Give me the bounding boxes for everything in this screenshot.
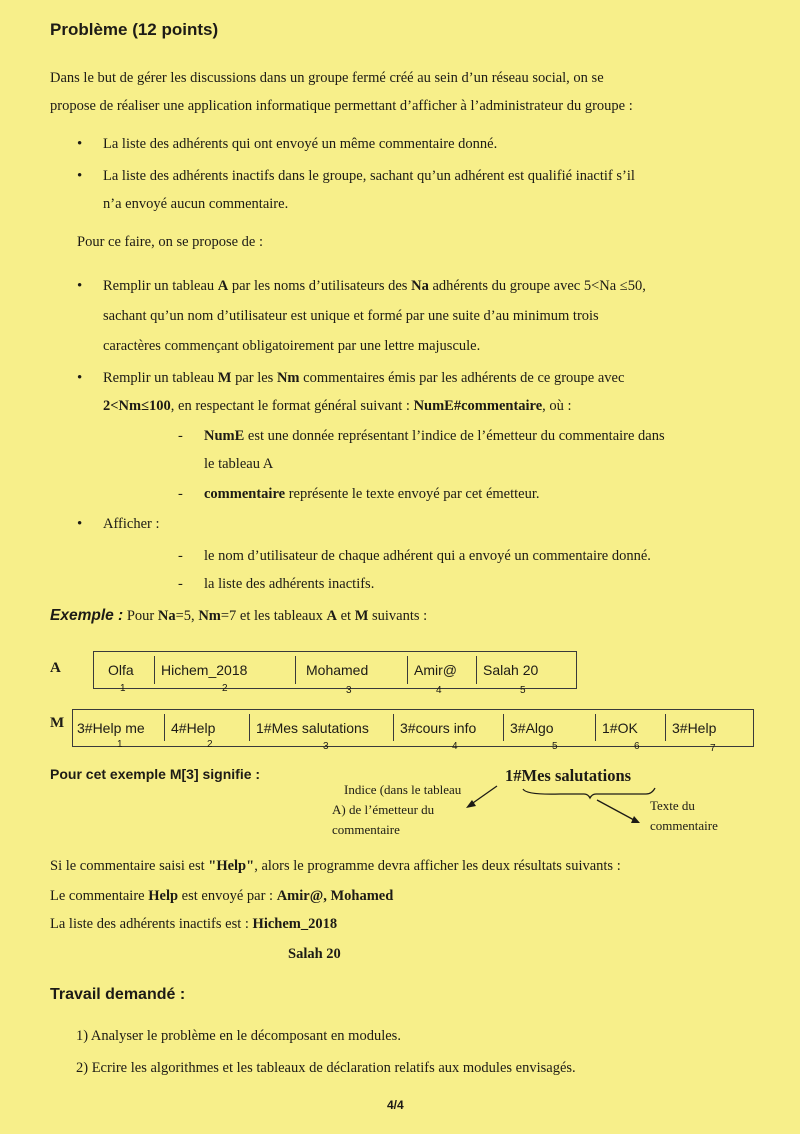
array-m-cell: 4#Help xyxy=(165,714,250,741)
array-m-cell: 3#Help me xyxy=(73,714,165,741)
array-a-index: 2 xyxy=(222,683,228,694)
array-m-index: 4 xyxy=(452,741,458,752)
page-number: 4/4 xyxy=(387,1098,404,1112)
meaning-label: Pour cet exemple M[3] signifie : xyxy=(50,766,261,782)
array-m-index: 7 xyxy=(710,743,716,754)
step-fill-a-line3: caractères commençant obligatoirement par une lettre majuscule. xyxy=(103,338,481,354)
annotation-index-line3: commentaire xyxy=(332,822,400,837)
array-m-cell: 1#Mes salutations xyxy=(250,714,394,741)
array-m-cell: 3#Help xyxy=(672,719,717,736)
array-a-index: 1 xyxy=(120,683,126,694)
array-m-index: 6 xyxy=(634,741,640,752)
afficher-item-1: - le nom d’utilisateur de chaque adhérent qui a envoyé un commentaire donné. xyxy=(204,546,651,566)
array-m-index: 2 xyxy=(207,739,213,750)
goal-item-2: • La liste des adhérents inactifs dans le groupe, sachant qu’un adhérent est qualifié inactif s’il xyxy=(103,166,635,186)
arrow-index xyxy=(470,786,497,805)
result-line-4: Salah 20 xyxy=(288,946,341,962)
annotation-text-line2: commentaire xyxy=(650,818,718,833)
result-line-2: Le commentaire Help est envoyé par : Amir@, Mohamed xyxy=(50,888,394,904)
array-m-index: 3 xyxy=(323,741,329,752)
step-fill-a: • Remplir un tableau A par les noms d’utilisateurs des Na adhérents du groupe avec 5<Na ≤50, xyxy=(103,276,646,296)
goal-item-2-cont: n’a envoyé aucun commentaire. xyxy=(103,196,289,212)
step-afficher: • Afficher : xyxy=(103,514,160,534)
array-a-cell: Amir@ xyxy=(408,656,477,684)
goal-item-1: • La liste des adhérents qui ont envoyé un même commentaire donné. xyxy=(103,134,497,154)
step-fill-a-line2: sachant qu’un nom d’utilisateur est unique et formé par une suite d’au minimum trois xyxy=(103,308,599,324)
array-a-index: 3 xyxy=(346,685,352,696)
travail-item-1: 1) Analyser le problème en le décomposant en modules. xyxy=(76,1028,401,1044)
array-a-index: 4 xyxy=(436,685,442,696)
array-a-cell: Olfa xyxy=(94,656,155,684)
step-fill-m: • Remplir un tableau M par les Nm commentaires émis par les adhérents de ce groupe avec xyxy=(103,368,624,388)
travail-title: Travail demandé : xyxy=(50,986,186,1003)
array-m-index: 5 xyxy=(552,741,558,752)
array-m-cell: 1#OK xyxy=(596,714,666,741)
afficher-item-2: - la liste des adhérents inactifs. xyxy=(204,574,374,594)
example-intro: Exemple : Pour Na=5, Nm=7 et les tableaux A et M suivants : xyxy=(50,607,428,624)
sub-item-nume-line2: le tableau A xyxy=(204,456,274,472)
travail-item-2: 2) Ecrire les algorithmes et les tableaux de déclaration relatifs aux modules envisagés. xyxy=(76,1060,576,1076)
array-m-label: M xyxy=(50,715,65,731)
array-a-label: A xyxy=(50,660,61,676)
annotation-index-line2: A) de l’émetteur du xyxy=(332,802,435,817)
array-a-cell: Salah 20 xyxy=(483,662,539,678)
array-a-cell: Hichem_2018 xyxy=(155,656,296,684)
array-m-cell: 3#cours info xyxy=(394,714,504,741)
problem-title: Problème (12 points) xyxy=(50,20,219,39)
step-fill-m-line2: 2<Nm≤100, en respectant le format général suivant : NumE#commentaire, où : xyxy=(103,398,572,414)
intro-line-1: Dans le but de gérer les discussions dans un groupe fermé créé au sein d’un réseau social, on se xyxy=(50,70,604,86)
annotation-index-line1: Indice (dans le tableau xyxy=(344,782,462,797)
meaning-value: 1#Mes salutations xyxy=(505,766,632,785)
intro-line-2: propose de réaliser une application informatique permettant d’afficher à l’administrateur du groupe : xyxy=(50,98,633,114)
result-line-1: Si le commentaire saisi est "Help", alors le programme devra afficher les deux résultats suivants : xyxy=(50,858,621,874)
sub-item-nume: - NumE est une donnée représentant l’indice de l’émetteur du commentaire dans xyxy=(204,426,665,446)
arrow-text xyxy=(597,800,634,820)
array-m-index: 1 xyxy=(117,739,123,750)
array-m-cell: 3#Algo xyxy=(504,714,596,741)
annotation-text-line1: Texte du xyxy=(650,798,695,813)
brace-mark xyxy=(523,788,655,798)
sub-item-commentaire: - commentaire représente le texte envoyé par cet émetteur. xyxy=(204,484,540,504)
array-a-index: 5 xyxy=(520,685,526,696)
pour-ce-faire: Pour ce faire, on se propose de : xyxy=(77,234,264,250)
result-line-3: La liste des adhérents inactifs est : Hichem_2018 xyxy=(50,916,338,932)
array-a-cell: Mohamed xyxy=(296,656,408,684)
